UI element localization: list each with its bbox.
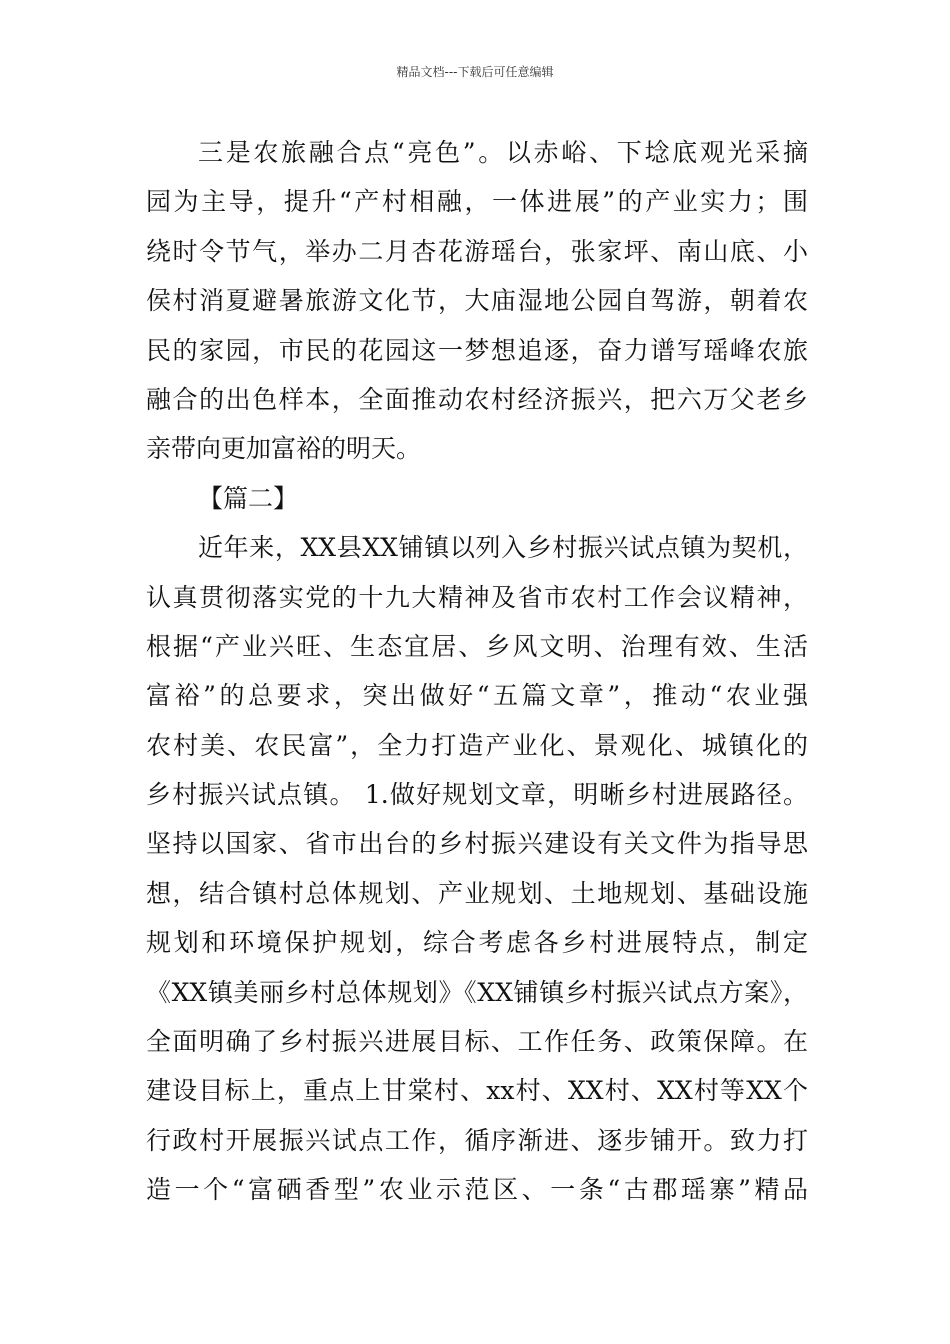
paragraph-line: 绕时令节气，举办二月杏花游瑶台，张家坪、南山底、小 bbox=[146, 236, 808, 266]
paragraph-line: 根据“产业兴旺、生态宜居、乡风文明、治理有效、生活 bbox=[146, 631, 808, 661]
paragraph-line: 规划和环境保护规划，综合考虑各乡村进展特点，制定 bbox=[146, 928, 808, 958]
paragraph-line: 全面明确了乡村振兴进展目标、工作任务、政策保障。在 bbox=[146, 1027, 808, 1057]
paragraph-line: 《XX镇美丽乡村总体规划》《XX铺镇乡村振兴试点方案》， bbox=[146, 977, 808, 1007]
paragraph-line: 近年来，XX县XX铺镇以列入乡村振兴试点镇为契机， bbox=[198, 533, 808, 563]
paragraph-line: 侯村消夏避暑旅游文化节，大庙湿地公园自驾游，朝着农 bbox=[146, 286, 808, 316]
paragraph-line: 行政村开展振兴试点工作，循序渐进、逐步铺开。致力打 bbox=[146, 1125, 808, 1155]
paragraph-line: 坚持以国家、省市出台的乡村振兴建设有关文件为指导思 bbox=[146, 829, 808, 859]
paragraph-line: 民的家园，市民的花园这一梦想追逐，奋力谱写瑶峰农旅 bbox=[146, 335, 808, 365]
paragraph-line: 亲带向更加富裕的明天。 bbox=[146, 434, 422, 464]
paragraph-line: 造一个“富硒香型”农业示范区、一条“古郡瑶寨”精品 bbox=[146, 1175, 808, 1205]
paragraph-line: 想，结合镇村总体规划、产业规划、土地规划、基础设施 bbox=[146, 878, 808, 908]
section-heading: 【篇二】 bbox=[198, 483, 299, 513]
document-body bbox=[146, 128, 808, 1215]
paragraph-line: 认真贯彻落实党的十九大精神及省市农村工作会议精神， bbox=[146, 582, 808, 612]
paragraph-line: 乡村振兴试点镇。 1.做好规划文章，明晰乡村进展路径。 bbox=[146, 780, 808, 810]
paragraph-line: 融合的出色样本，全面推动农村经济振兴，把六万父老乡 bbox=[146, 384, 808, 414]
paragraph-line: 园为主导，提升“产村相融，一体进展”的产业实力；围 bbox=[146, 187, 808, 217]
paragraph-line: 三是农旅融合点“亮色”。以赤峪、下埝底观光采摘 bbox=[198, 138, 808, 167]
page-header: 精品文档---下载后可任意编辑 bbox=[396, 65, 554, 79]
paragraph-line: 建设目标上，重点上甘棠村、xx村、XX村、XX村等XX个 bbox=[146, 1076, 808, 1106]
paragraph-line: 富裕”的总要求，突出做好“五篇文章”，推动“农业强 bbox=[146, 681, 808, 711]
paragraph-line: 农村美、农民富”，全力打造产业化、景观化、城镇化的 bbox=[146, 730, 808, 760]
